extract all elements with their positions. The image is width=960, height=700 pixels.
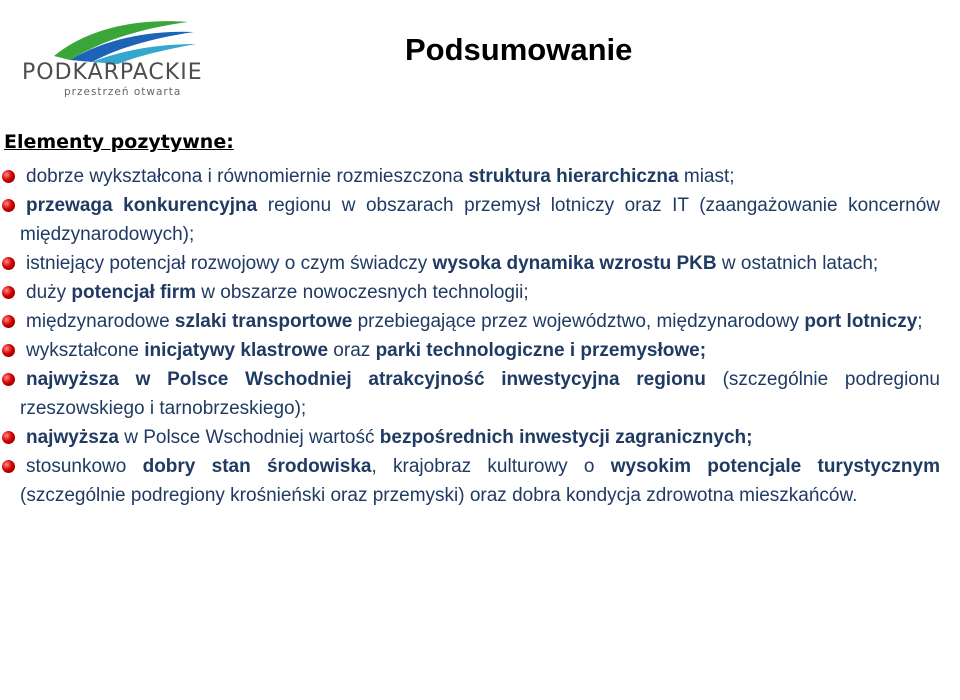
list-item-bold-text: przewaga konkurencyjna bbox=[26, 195, 258, 216]
list-item bbox=[0, 162, 940, 191]
list-item-bold-text: potencjał firm bbox=[71, 282, 196, 303]
bullet-icon bbox=[2, 170, 15, 183]
list-item-text: regionu w obszarach przemysł lotniczy oraz IT (zaangażowanie koncernów międzynarodowych); bbox=[20, 195, 940, 245]
list-item-text: dobrze wykształcona i równomiernie rozmieszczona bbox=[26, 166, 469, 187]
list-item bbox=[0, 423, 940, 452]
list-item-text: międzynarodowe bbox=[26, 311, 175, 332]
list-item bbox=[0, 452, 940, 510]
bullet-icon bbox=[2, 315, 15, 328]
list-item-text: w ostatnich latach; bbox=[716, 253, 879, 274]
bullet-icon bbox=[2, 344, 15, 357]
list-item bbox=[0, 307, 940, 336]
list-item bbox=[0, 365, 940, 423]
list-item-text: duży bbox=[26, 282, 72, 303]
bullet-list bbox=[0, 162, 940, 510]
list-item-bold-text: parki technologiczne i przemysłowe; bbox=[375, 340, 707, 361]
list-item-text: w Polsce Wschodniej wartość bbox=[118, 427, 380, 448]
list-item-bold-text: struktura hierarchiczna bbox=[468, 166, 679, 187]
list-item bbox=[0, 278, 940, 307]
list-item-text: stosunkowo bbox=[26, 456, 143, 477]
list-item-text: istniejący potencjał rozwojowy o czym świadczy bbox=[26, 253, 433, 274]
bullet-icon bbox=[2, 257, 15, 270]
list-item-text: (szczególnie podregiony krośnieński oraz przemyski) oraz dobra kondycja zdrowotna mieszkańców. bbox=[20, 485, 858, 506]
bullet-icon bbox=[2, 286, 15, 299]
logo-podkarpackie bbox=[18, 14, 238, 100]
logo-name: PODKARPACKIE bbox=[22, 60, 203, 85]
list-item-bold-text: wysokim potencjale turystycznym bbox=[610, 456, 940, 477]
bullet-icon bbox=[2, 431, 15, 444]
list-item-bold-text: szlaki transportowe bbox=[174, 311, 353, 332]
list-item-bold-text: najwyższa w Polsce Wschodniej atrakcyjność inwestycyjna regionu bbox=[26, 369, 706, 390]
list-item-bold-text: najwyższa bbox=[26, 427, 119, 448]
list-item-text: wykształcone bbox=[26, 340, 145, 361]
logo-swoosh-icon bbox=[48, 14, 198, 64]
list-item-bold-text: inicjatywy klastrowe bbox=[144, 340, 329, 361]
list-item-text: (szczególnie podregionu rzeszowskiego i tarnobrzeskiego); bbox=[20, 369, 940, 419]
list-item-bold-text: wysoka dynamika wzrostu PKB bbox=[432, 253, 717, 274]
list-item-text: ; bbox=[917, 311, 923, 332]
list-item-bold-text: dobry stan środowiska bbox=[142, 456, 372, 477]
list-item bbox=[0, 191, 940, 249]
section-subtitle: Elementy pozytywne: bbox=[4, 131, 234, 153]
list-item-text: oraz bbox=[328, 340, 376, 361]
list-item-text: w obszarze nowoczesnych technologii; bbox=[196, 282, 529, 303]
bullet-icon bbox=[2, 199, 15, 212]
list-item-text: , krajobraz kulturowy o bbox=[371, 456, 611, 477]
logo-tagline: przestrzeń otwarta bbox=[64, 86, 182, 98]
list-item bbox=[0, 336, 940, 365]
page-title: Podsumowanie bbox=[405, 32, 633, 67]
list-item bbox=[0, 249, 940, 278]
list-item-bold-text: port lotniczy bbox=[804, 311, 918, 332]
list-item-text: miast; bbox=[678, 166, 735, 187]
list-item-text: przebiegające przez województwo, międzynarodowy bbox=[352, 311, 805, 332]
bullet-icon bbox=[2, 373, 15, 386]
bullet-icon bbox=[2, 460, 15, 473]
list-item-bold-text: bezpośrednich inwestycji zagranicznych; bbox=[379, 427, 753, 448]
